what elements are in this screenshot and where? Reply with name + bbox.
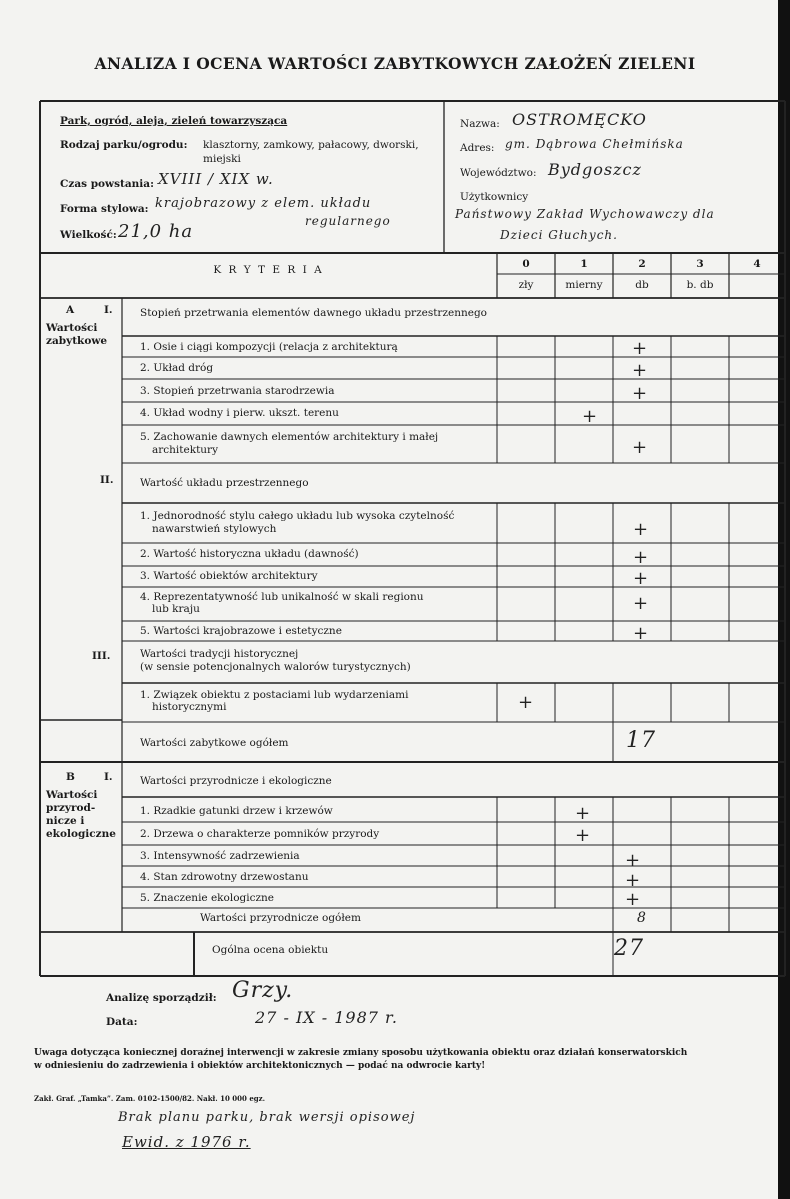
section-a-title: Wartości: [46, 322, 98, 334]
col-name: b. db: [686, 279, 714, 291]
criterion-label: 4. Układ wodny i pierw. ukszt. terenu: [140, 407, 339, 419]
handwritten-note: Brak planu parku, brak wersji opisowej: [118, 1110, 416, 1125]
uzytk-value: Państwowy Zakład Wychowawczy dla: [455, 207, 715, 221]
park-type-label: Park, ogród, aleja, zieleń towarzysząca: [60, 115, 288, 127]
criterion-label-2: architektury: [152, 444, 219, 456]
group-title: Wartości tradycji historycznej: [140, 648, 299, 660]
col-name: zły: [518, 279, 534, 291]
rodzaj-label: Rodzaj parku/ogrodu:: [60, 139, 188, 151]
section-a-roman: I.: [104, 304, 113, 316]
section-a-roman-2: II.: [100, 474, 114, 486]
col-num: 0: [522, 258, 530, 270]
score-mark: +: [632, 338, 649, 359]
criterion-label: 3. Intensywność zadrzewienia: [140, 850, 300, 862]
total-label: Wartości przyrodnicze ogółem: [200, 912, 361, 924]
group-title: Wartość układu przestrzennego: [140, 477, 309, 489]
overall-label: Ogólna ocena obiektu: [212, 944, 329, 956]
section-b-title-3: nicze i: [46, 815, 85, 827]
criterion-label: 3. Stopień przetrwania starodrzewia: [140, 385, 335, 397]
adres-value: gm. Dąbrowa Chełmińska: [505, 137, 684, 151]
section-b-title-2: przyrod-: [46, 802, 96, 814]
rodzaj-options: klasztorny, zamkowy, pałacowy, dworski,: [203, 139, 419, 151]
wielkosc-value: 21,0 ha: [118, 221, 194, 242]
criterion-label: 1. Rzadkie gatunki drzew i krzewów: [140, 805, 333, 817]
criterion-label-2: historycznymi: [152, 701, 227, 713]
form-title: ANALIZA I OCENA WARTOŚCI ZABYTKOWYCH ZAŁOŻEŃ ZIELENI: [94, 54, 696, 73]
forma-value-2: regularnego: [305, 214, 391, 228]
score-mark: +: [633, 623, 650, 644]
criterion-label-2: nawarstwień stylowych: [152, 523, 277, 535]
nazwa-value: OSTROMĘCKO: [512, 110, 647, 129]
czas-value: XVIII / XIX w.: [158, 170, 274, 188]
criterion-label: 3. Wartość obiektów architektury: [140, 570, 318, 582]
data-value: 27 - IX - 1987 r.: [255, 1008, 399, 1027]
score-mark: +: [632, 360, 649, 381]
group-title-2: (w sensie potencjonalnych walorów turystycznych): [140, 661, 411, 673]
total-value: 8: [637, 910, 647, 926]
criterion-label-2: lub kraju: [152, 603, 200, 615]
group-title: Stopień przetrwania elementów dawnego układu przestrzennego: [140, 307, 487, 319]
criterion-label: 2. Układ dróg: [140, 362, 214, 374]
score-mark: +: [575, 803, 592, 824]
group-title: Wartości przyrodnicze i ekologiczne: [140, 775, 332, 787]
criterion-label: 4. Reprezentatywność lub unikalność w skali regionu: [140, 591, 424, 603]
forma-value: krajobrazowy z elem. układu: [155, 196, 372, 211]
czas-label: Czas powstania:: [60, 178, 154, 190]
score-mark: +: [633, 519, 650, 540]
col-name: db: [635, 279, 649, 291]
handwritten-note-2: Ewid. z 1976 r.: [122, 1133, 251, 1151]
col-num: 2: [638, 258, 646, 270]
section-b-letter: B: [66, 771, 75, 783]
col-num: 4: [753, 258, 761, 270]
criterion-label: 1. Osie i ciągi kompozycji (relacja z architekturą: [140, 341, 398, 353]
score-mark: +: [633, 568, 650, 589]
analiza-signature: Grzy.: [232, 978, 294, 1003]
score-mark: +: [632, 437, 649, 458]
score-mark: +: [625, 889, 642, 910]
score-mark: +: [625, 870, 642, 891]
section-b-title: Wartości: [46, 789, 98, 801]
col-num: 1: [580, 258, 588, 270]
criterion-label: 4. Stan zdrowotny drzewostanu: [140, 871, 309, 883]
score-mark: +: [633, 547, 650, 568]
criterion-label: 2. Drzewa o charakterze pomników przyrody: [140, 828, 380, 840]
criterion-label: 5. Wartości krajobrazowe i estetyczne: [140, 625, 342, 637]
section-a-title-2: zabytkowe: [46, 335, 108, 347]
section-a-letter: A: [66, 304, 75, 316]
adres-label: Adres:: [460, 142, 495, 154]
uzytk-value-2: Dzieci Głuchych.: [500, 228, 618, 242]
score-mark: +: [633, 593, 650, 614]
data-label: Data:: [106, 1016, 138, 1028]
criterion-label: 2. Wartość historyczna układu (dawność): [140, 548, 359, 560]
woj-label: Województwo:: [460, 167, 537, 179]
section-b-title-4: ekologiczne: [46, 828, 116, 840]
score-mark: +: [625, 850, 642, 871]
score-mark: +: [575, 825, 592, 846]
criterion-label: 5. Zachowanie dawnych elementów architektury i małej: [140, 431, 439, 443]
section-a-roman-3: III.: [92, 650, 111, 662]
criterion-label: 1. Jednorodność stylu całego układu lub wysoka czytelność: [140, 510, 455, 522]
col-num: 3: [696, 258, 704, 270]
wielkosc-label: Wielkość:: [60, 229, 117, 241]
forma-label: Forma stylowa:: [60, 203, 149, 215]
uwaga-note-2: w odniesieniu do zadrzewienia i obiektów architektonicznych — podać na odwrocie karty!: [34, 1061, 486, 1071]
nazwa-label: Nazwa:: [460, 118, 500, 130]
score-mark: +: [518, 692, 535, 713]
score-mark: +: [632, 383, 649, 404]
total-value: 17: [626, 728, 656, 753]
overall-value: 27: [614, 936, 644, 961]
woj-value: Bydgoszcz: [548, 160, 642, 179]
analiza-label: Analizę sporządził:: [106, 992, 217, 1004]
score-mark: +: [582, 406, 599, 427]
total-label: Wartości zabytkowe ogółem: [140, 737, 289, 749]
criteria-label: K R Y T E R I A: [213, 264, 324, 276]
col-name: mierny: [565, 279, 603, 291]
rodzaj-options-2: miejski: [203, 153, 241, 165]
uzytk-label: Użytkownicy: [460, 191, 529, 203]
uwaga-note: Uwaga dotycząca koniecznej doraźnej interwencji w zakresie zmiany sposobu użytkowania obiektu oraz działań konserwatorskich: [34, 1048, 688, 1058]
section-b-roman: I.: [104, 771, 113, 783]
printer-info: Zakł. Graf. „Tamka”. Zam. 0102-1500/82. Nakł. 10 000 egz.: [34, 1094, 266, 1103]
criterion-label: 5. Znaczenie ekologiczne: [140, 892, 275, 904]
criterion-label: 1. Związek obiektu z postaciami lub wydarzeniami: [140, 689, 409, 701]
